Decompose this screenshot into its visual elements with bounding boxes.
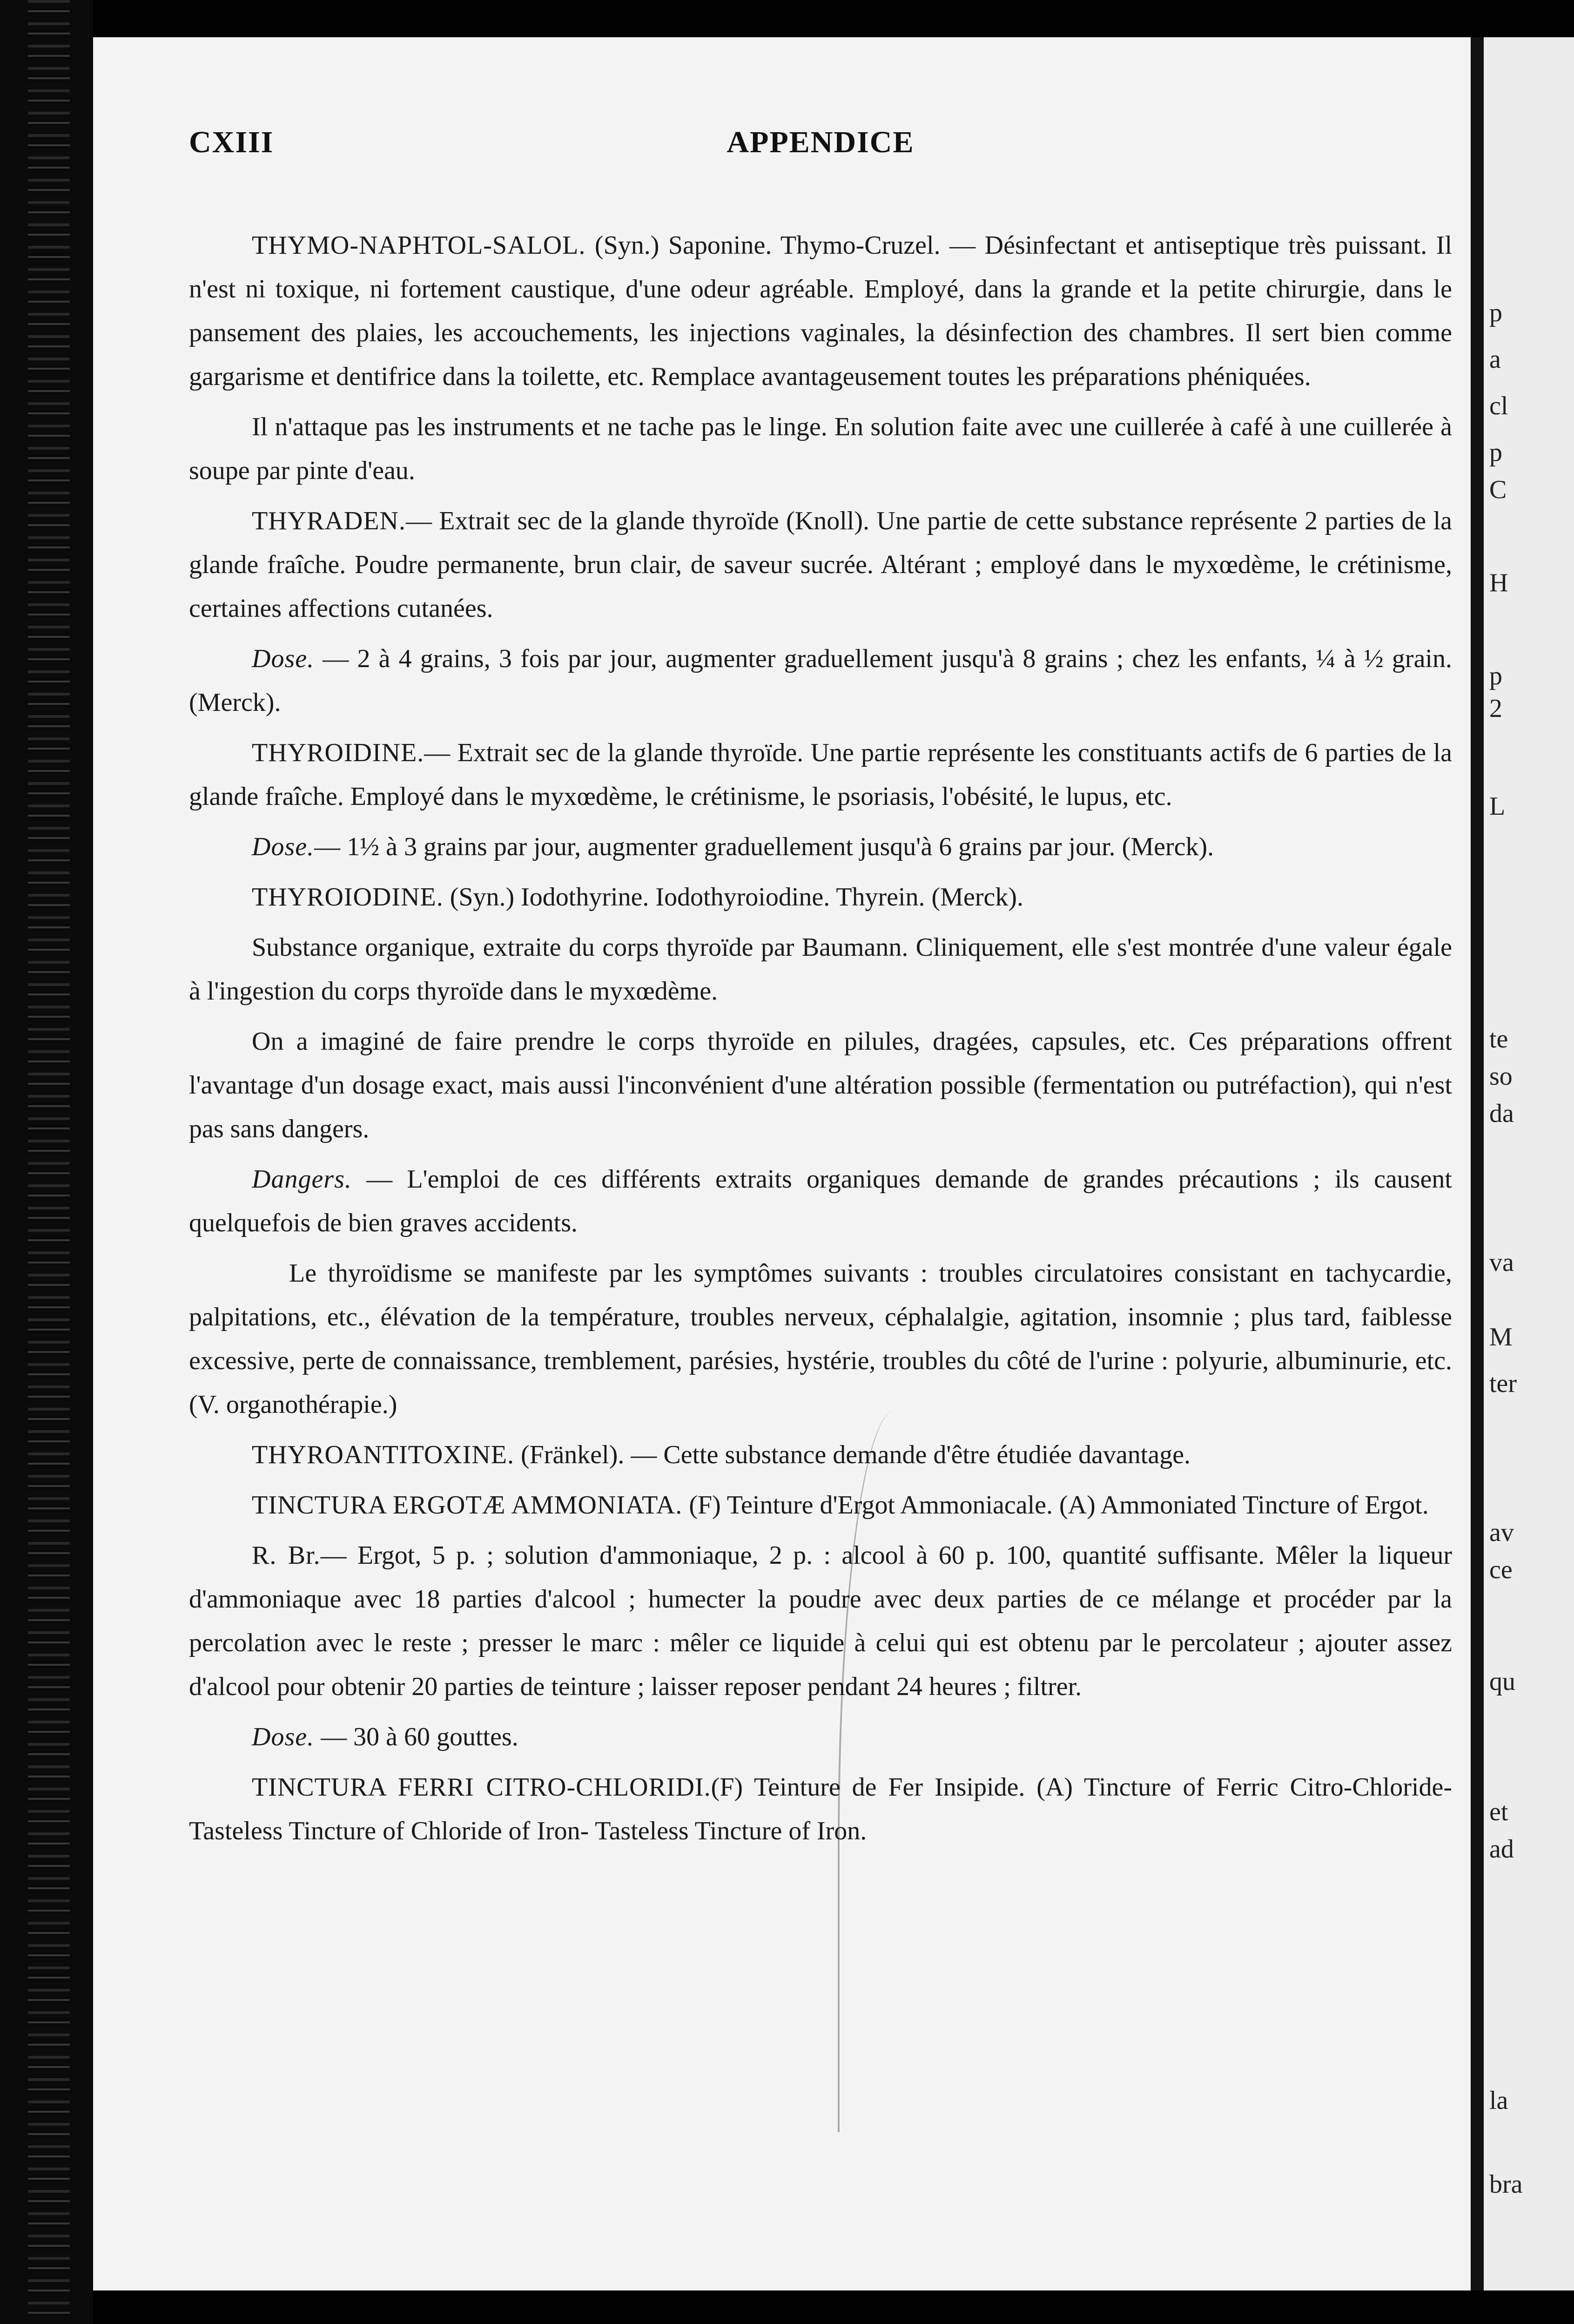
adjacent-page-fragment: so — [1489, 1062, 1513, 1091]
adjacent-page-fragment: p — [1489, 438, 1502, 467]
adjacent-page-fragment: p — [1489, 298, 1502, 327]
entry-paragraph: Substance organique, extraite du corps thyroïde par Baumann. Cliniquement, elle s'est montrée d'une valeur égale à l'ingestion du corps thyroïde dans le myxœdème. — [189, 933, 1452, 1006]
adjacent-page-fragment: a — [1489, 345, 1501, 374]
adjacent-page-fragment: va — [1489, 1248, 1514, 1277]
adjacent-page-fragment: et — [1489, 1797, 1508, 1826]
running-title: APPENDICE — [726, 125, 915, 159]
entry-thyroiodine: THYROIODINE. (Syn.) Iodothyrine. Iodothyroiodine. Thyrein. (Merck). — [252, 883, 1023, 912]
entry-thymo-naphtol-salol: THYMO-NAPHTOL-SALOL. (Syn.) Saponine. Thymo-Cruzel. — Désinfectant et antiseptique très puissant. Il n'est ni toxique, ni fortement caustique, d'une odeur agréable. Employé, dans la grande et la petite chirurgie, dans le pansement des plaies, les accouchements, les injections vaginales, la désinfection des chambres. Il sert bien comme gargarisme et dentifrice dans la toilette, etc. Remplace avantageusement toutes les préparations phéniquées. — [189, 231, 1452, 391]
entry-dose: Dose. — 2 à 4 grains, 3 fois par jour, augmenter graduellement jusqu'à 8 grains ; chez les enfants, ¼ à ½ grain. (Merck). — [189, 644, 1452, 717]
adjacent-page-fragment: C — [1489, 475, 1507, 504]
adjacent-page-fragment: ce — [1489, 1555, 1513, 1584]
adjacent-page-fragment: qu — [1489, 1667, 1515, 1696]
adjacent-page-fragment: L — [1489, 792, 1506, 821]
entry-paragraph: Le thyroïdisme se manifeste par les symptômes suivants : troubles circulatoires consistant en tachycardie, palpitations, etc., élévation de la température, troubles nerveux, céphalalgie, agitation, insomnie ; plus tard, faiblesse excessive, perte de connaissance, tremblement, parésies, hystérie, troubles du côté de l'urine : polyurie, albuminurie, etc. (V. organothérapie.) — [189, 1259, 1452, 1419]
entry-tinctura-ergotae: TINCTURA ERGOTÆ AMMONIATA. (F) Teinture d'Ergot Ammoniacale. (A) Ammoniated Tincture of Ergot. — [252, 1491, 1429, 1520]
book-spine-edge — [0, 0, 93, 2324]
adjacent-page-fragment: ter — [1489, 1369, 1517, 1398]
adjacent-page-fragment: te — [1489, 1025, 1508, 1054]
adjacent-page-fragment: H — [1489, 568, 1508, 597]
page-body — [189, 223, 1452, 1859]
entry-thyroantitoxine: THYROANTITOXINE. (Fränkel). — Cette substance demande d'être étudiée davantage. — [252, 1440, 1191, 1469]
adjacent-page-fragment: da — [1489, 1099, 1514, 1128]
adjacent-page-fragment: ad — [1489, 1835, 1514, 1864]
entry-thyroidine: THYROIDINE.— Extrait sec de la glande thyroïde. Une partie représente les constituants actifs de 6 parties de la glande fraîche. Employé dans le myxœdème, le crétinisme, le psoriasis, l'obésité, le lupus, etc. — [189, 738, 1452, 811]
entry-dose: Dose.— 1½ à 3 grains par jour, augmenter graduellement jusqu'à 6 grains par jour. (Merck). — [252, 832, 1214, 861]
page-folio: CXIII — [189, 125, 274, 159]
adjacent-page-fragment: la — [1489, 2086, 1508, 2115]
adjacent-page-fragment: cl — [1489, 392, 1508, 420]
adjacent-page-fragment: av — [1489, 1518, 1514, 1547]
entry-tinctura-ferri: TINCTURA FERRI CITRO-CHLORIDI.(F) Teinture de Fer Insipide. (A) Tincture of Ferric Citro-Chloride- Tasteless Tincture of Chloride of Iron- Tasteless Tincture of Iron. — [189, 1773, 1452, 1845]
entry-paragraph: Il n'attaque pas les instruments et ne tache pas le linge. En solution faite avec une cuillerée à café à une cuillerée à soupe par pinte d'eau. — [189, 412, 1452, 485]
adjacent-page-fragment: bra — [1489, 2170, 1523, 2199]
adjacent-page-fragment: 2 — [1489, 694, 1502, 723]
entry-dangers: Dangers. — L'emploi de ces différents extraits organiques demande de grandes précautions ; ils causent quelquefois de bien graves accidents. — [189, 1165, 1452, 1237]
page-header — [189, 125, 1452, 176]
entry-dose: Dose. — 30 à 60 gouttes. — [252, 1723, 518, 1751]
adjacent-page-fragment: M — [1489, 1323, 1513, 1351]
entry-recipe: R. Br.— Ergot, 5 p. ; solution d'ammoniaque, 2 p. : alcool à 60 p. 100, quantité suffisante. Mêler la liqueur d'ammoniaque avec 18 parties d'alcool ; humecter la poudre avec deux parties de ce mélange et procéder par la percolation avec le reste ; presser le marc : mêler ce liquide à celui qui est obtenu par le percolateur ; ajouter assez d'alcool pour obtenir 20 parties de teinture ; laisser reposer pendant 24 heures ; filtrer. — [189, 1541, 1452, 1701]
adjacent-page-fragment: p — [1489, 662, 1502, 690]
entry-paragraph: On a imaginé de faire prendre le corps thyroïde en pilules, dragées, capsules, etc. Ces préparations offrent l'avantage d'un dosage exact, mais aussi l'inconvénient d'une altération possible (fermentation ou putréfaction), qui n'est pas sans dangers. — [189, 1027, 1452, 1143]
entry-thyraden: THYRADEN.— Extrait sec de la glande thyroïde (Knoll). Une partie de cette substance représente 2 parties de la glande fraîche. Poudre permanente, brun clair, de saveur sucrée. Altérant ; employé dans le myxœdème, le crétinisme, certaines affections cutanées. — [189, 507, 1452, 623]
adjacent-page-edge — [1471, 37, 1574, 2290]
